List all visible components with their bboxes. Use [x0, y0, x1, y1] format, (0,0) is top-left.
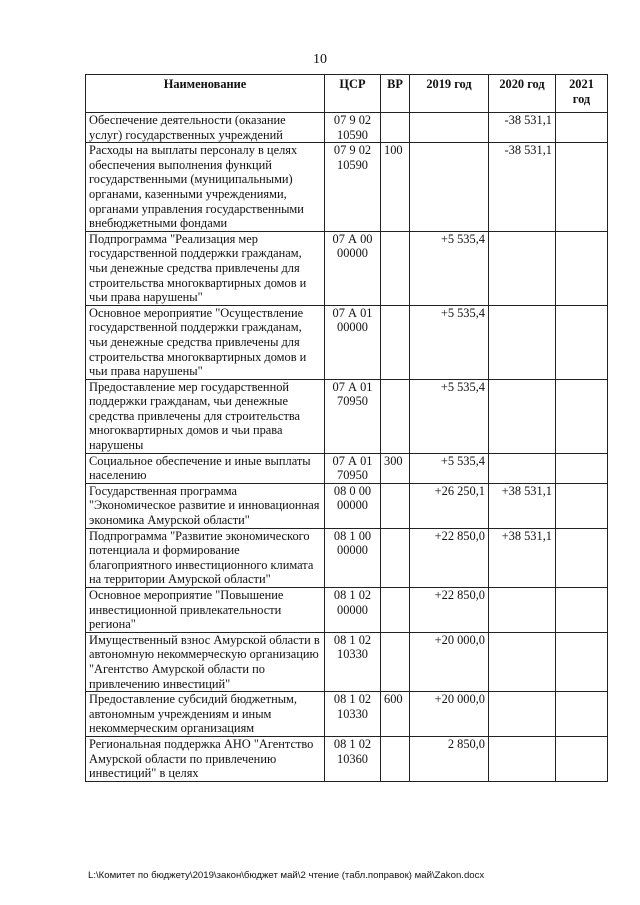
row-2019: +5 535,4 [410, 305, 489, 379]
page-number: 10 [313, 52, 327, 67]
row-2021 [556, 692, 608, 737]
table-row [86, 231, 608, 305]
row-name: Основное мероприятие "Повышение инвестиционной привлекательности региона" [86, 588, 325, 633]
row-2021 [556, 483, 608, 528]
row-vr: 300 [381, 453, 410, 483]
row-2021 [556, 453, 608, 483]
row-2021 [556, 632, 608, 691]
table-row [86, 453, 608, 483]
row-2020: -38 531,1 [489, 113, 556, 143]
row-vr [381, 483, 410, 528]
row-2021 [556, 736, 608, 781]
table-header-row [86, 75, 608, 113]
row-2020 [489, 632, 556, 691]
row-csr: 08 0 00 00000 [325, 483, 381, 528]
row-2019: +5 535,4 [410, 379, 489, 453]
row-vr [381, 379, 410, 453]
header-csr: ЦСР [325, 75, 381, 113]
row-csr: 07 А 01 00000 [325, 305, 381, 379]
row-csr: 07 9 02 10590 [325, 113, 381, 143]
header-2020: 2020 год [489, 75, 556, 113]
row-2021 [556, 588, 608, 633]
row-2020 [489, 305, 556, 379]
header-vr: ВР [381, 75, 410, 113]
row-2020 [489, 453, 556, 483]
table-row [86, 305, 608, 379]
row-2019: +26 250,1 [410, 483, 489, 528]
row-vr: 600 [381, 692, 410, 737]
row-2021 [556, 113, 608, 143]
row-2021 [556, 379, 608, 453]
row-name: Основное мероприятие "Осуществление государственной поддержки гражданам, чьи денежные средства привлечены для строительства многоквартирных домов и чьи права нарушены" [86, 305, 325, 379]
row-csr: 07 А 01 70950 [325, 453, 381, 483]
row-name: Подпрограмма "Реализация мер государственной поддержки гражданам, чьи денежные средства привлечены для строительства многоквартирных домов и чьи права нарушены" [86, 231, 325, 305]
row-csr: 08 1 00 00000 [325, 528, 381, 587]
row-name: Государственная программа "Экономическое развитие и инновационная экономика Амурской области" [86, 483, 325, 528]
row-name: Предоставление мер государственной поддержки гражданам, чьи денежные средства привлечены для строительства многоквартирных домов и чьи права нарушены [86, 379, 325, 453]
row-vr: 100 [381, 143, 410, 232]
row-2019: +5 535,4 [410, 231, 489, 305]
table-row [86, 736, 608, 781]
row-csr: 07 А 00 00000 [325, 231, 381, 305]
row-2021 [556, 305, 608, 379]
row-2019: +20 000,0 [410, 692, 489, 737]
row-csr: 08 1 02 10330 [325, 632, 381, 691]
row-2020 [489, 588, 556, 633]
row-2020 [489, 736, 556, 781]
row-name: Расходы на выплаты персоналу в целях обеспечения выполнения функций государственными (муниципальными) органами, казенными учреждениями, органами управления государственными внебюджетными фондами [86, 143, 325, 232]
row-2021 [556, 528, 608, 587]
row-2021 [556, 143, 608, 232]
row-2019: +5 535,4 [410, 453, 489, 483]
table-row [86, 143, 608, 232]
row-csr: 07 А 01 70950 [325, 379, 381, 453]
table-row [86, 632, 608, 691]
header-2021: 2021 год [556, 75, 608, 113]
row-2021 [556, 231, 608, 305]
row-2019 [410, 143, 489, 232]
row-name: Обеспечение деятельности (оказание услуг) государственных учреждений [86, 113, 325, 143]
row-csr: 08 1 02 10330 [325, 692, 381, 737]
row-2020: -38 531,1 [489, 143, 556, 232]
table-row [86, 528, 608, 587]
header-name: Наименование [86, 75, 325, 113]
row-vr [381, 305, 410, 379]
row-name: Имущественный взнос Амурской области в автономную некоммерческую организацию "Агентство Амурской области по привлечению инвестиций" [86, 632, 325, 691]
row-vr [381, 632, 410, 691]
row-vr [381, 113, 410, 143]
row-2019: +20 000,0 [410, 632, 489, 691]
table-row [86, 588, 608, 633]
row-2020 [489, 231, 556, 305]
row-csr: 08 1 02 10360 [325, 736, 381, 781]
budget-table [85, 74, 608, 782]
row-name: Социальное обеспечение и иные выплаты населению [86, 453, 325, 483]
row-2019: +22 850,0 [410, 588, 489, 633]
row-2019: 2 850,0 [410, 736, 489, 781]
row-name: Региональная поддержка АНО "Агентство Амурской области по привлечению инвестиций" в целях [86, 736, 325, 781]
row-2019: +22 850,0 [410, 528, 489, 587]
header-2019: 2019 год [410, 75, 489, 113]
row-vr [381, 588, 410, 633]
row-2020 [489, 379, 556, 453]
table-row [86, 692, 608, 737]
table-row [86, 113, 608, 143]
row-vr [381, 231, 410, 305]
row-vr [381, 528, 410, 587]
row-2019 [410, 113, 489, 143]
row-name: Подпрограмма "Развитие экономического потенциала и формирование благоприятного инвестиционного климата на территории Амурской области" [86, 528, 325, 587]
table-row [86, 379, 608, 453]
row-csr: 08 1 02 00000 [325, 588, 381, 633]
row-2020: +38 531,1 [489, 483, 556, 528]
file-path-footer: L:\Комитет по бюджету\2019\закон\бюджет май\2 чтение (табл.поправок) май\Zakon.docx [88, 870, 485, 881]
row-name: Предоставление субсидий бюджетным, автономным учреждениям и иным некоммерческим организациям [86, 692, 325, 737]
row-csr: 07 9 02 10590 [325, 143, 381, 232]
row-2020 [489, 692, 556, 737]
row-vr [381, 736, 410, 781]
row-2020: +38 531,1 [489, 528, 556, 587]
table-row [86, 483, 608, 528]
